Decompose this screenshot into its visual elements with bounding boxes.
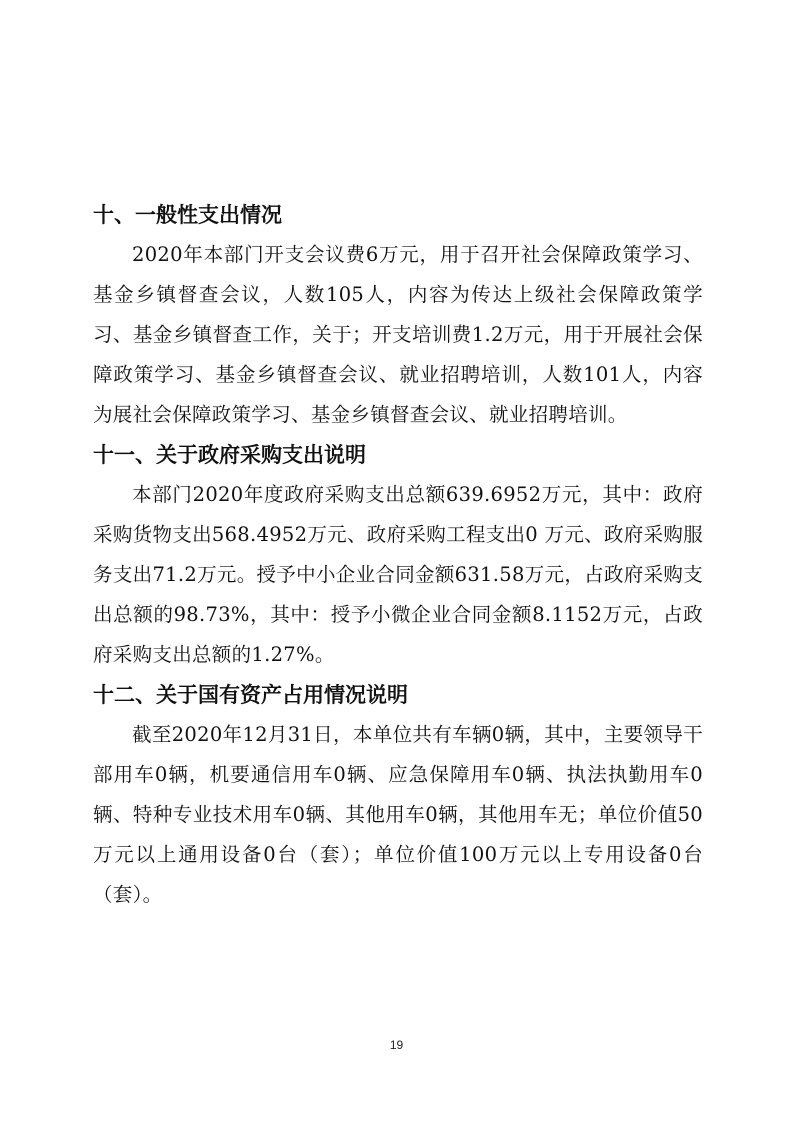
- section-heading-general-expenditure: 十、一般性支出情况: [93, 203, 282, 227]
- paragraph-state-assets: 截至2020年12月31日，本单位共有车辆0辆，其中，主要领导干部用车0辆，机要通信用车0辆、应急保障用车0辆、执法执勤用车0辆、特种专业技术用车0辆、其他用车0辆，其他用车无；单位价值50万元以上通用设备0台（套）；单位价值100万元以上专用设备0台（套）。: [93, 723, 703, 906]
- document-body: [93, 195, 703, 915]
- section-heading-government-procurement: 十一、关于政府采购支出说明: [93, 443, 366, 467]
- section-heading-state-assets: 十二、关于国有资产占用情况说明: [93, 683, 408, 707]
- page-number: 19: [389, 1038, 404, 1052]
- paragraph-government-procurement: 本部门2020年度政府采购支出总额639.6952万元，其中：政府采购货物支出568.4952万元、政府采购工程支出0 万元、政府采购服务支出71.2万元。授予中小企业合同金额631.58万元，占政府采购支出总额的98.73%，其中：授予小微企业合同金额8.1152万元，占政府采购支出总额的1.27%。: [93, 483, 703, 666]
- paragraph-general-expenditure: 2020年本部门开支会议费6万元，用于召开社会保障政策学习、基金乡镇督查会议，人数105人，内容为传达上级社会保障政策学习、基金乡镇督查工作，关于；开支培训费1.2万元，用于开展社会保障政策学习、基金乡镇督查会议、就业招聘培训，人数101人，内容为展社会保障政策学习、基金乡镇督查会议、就业招聘培训。: [93, 243, 703, 426]
